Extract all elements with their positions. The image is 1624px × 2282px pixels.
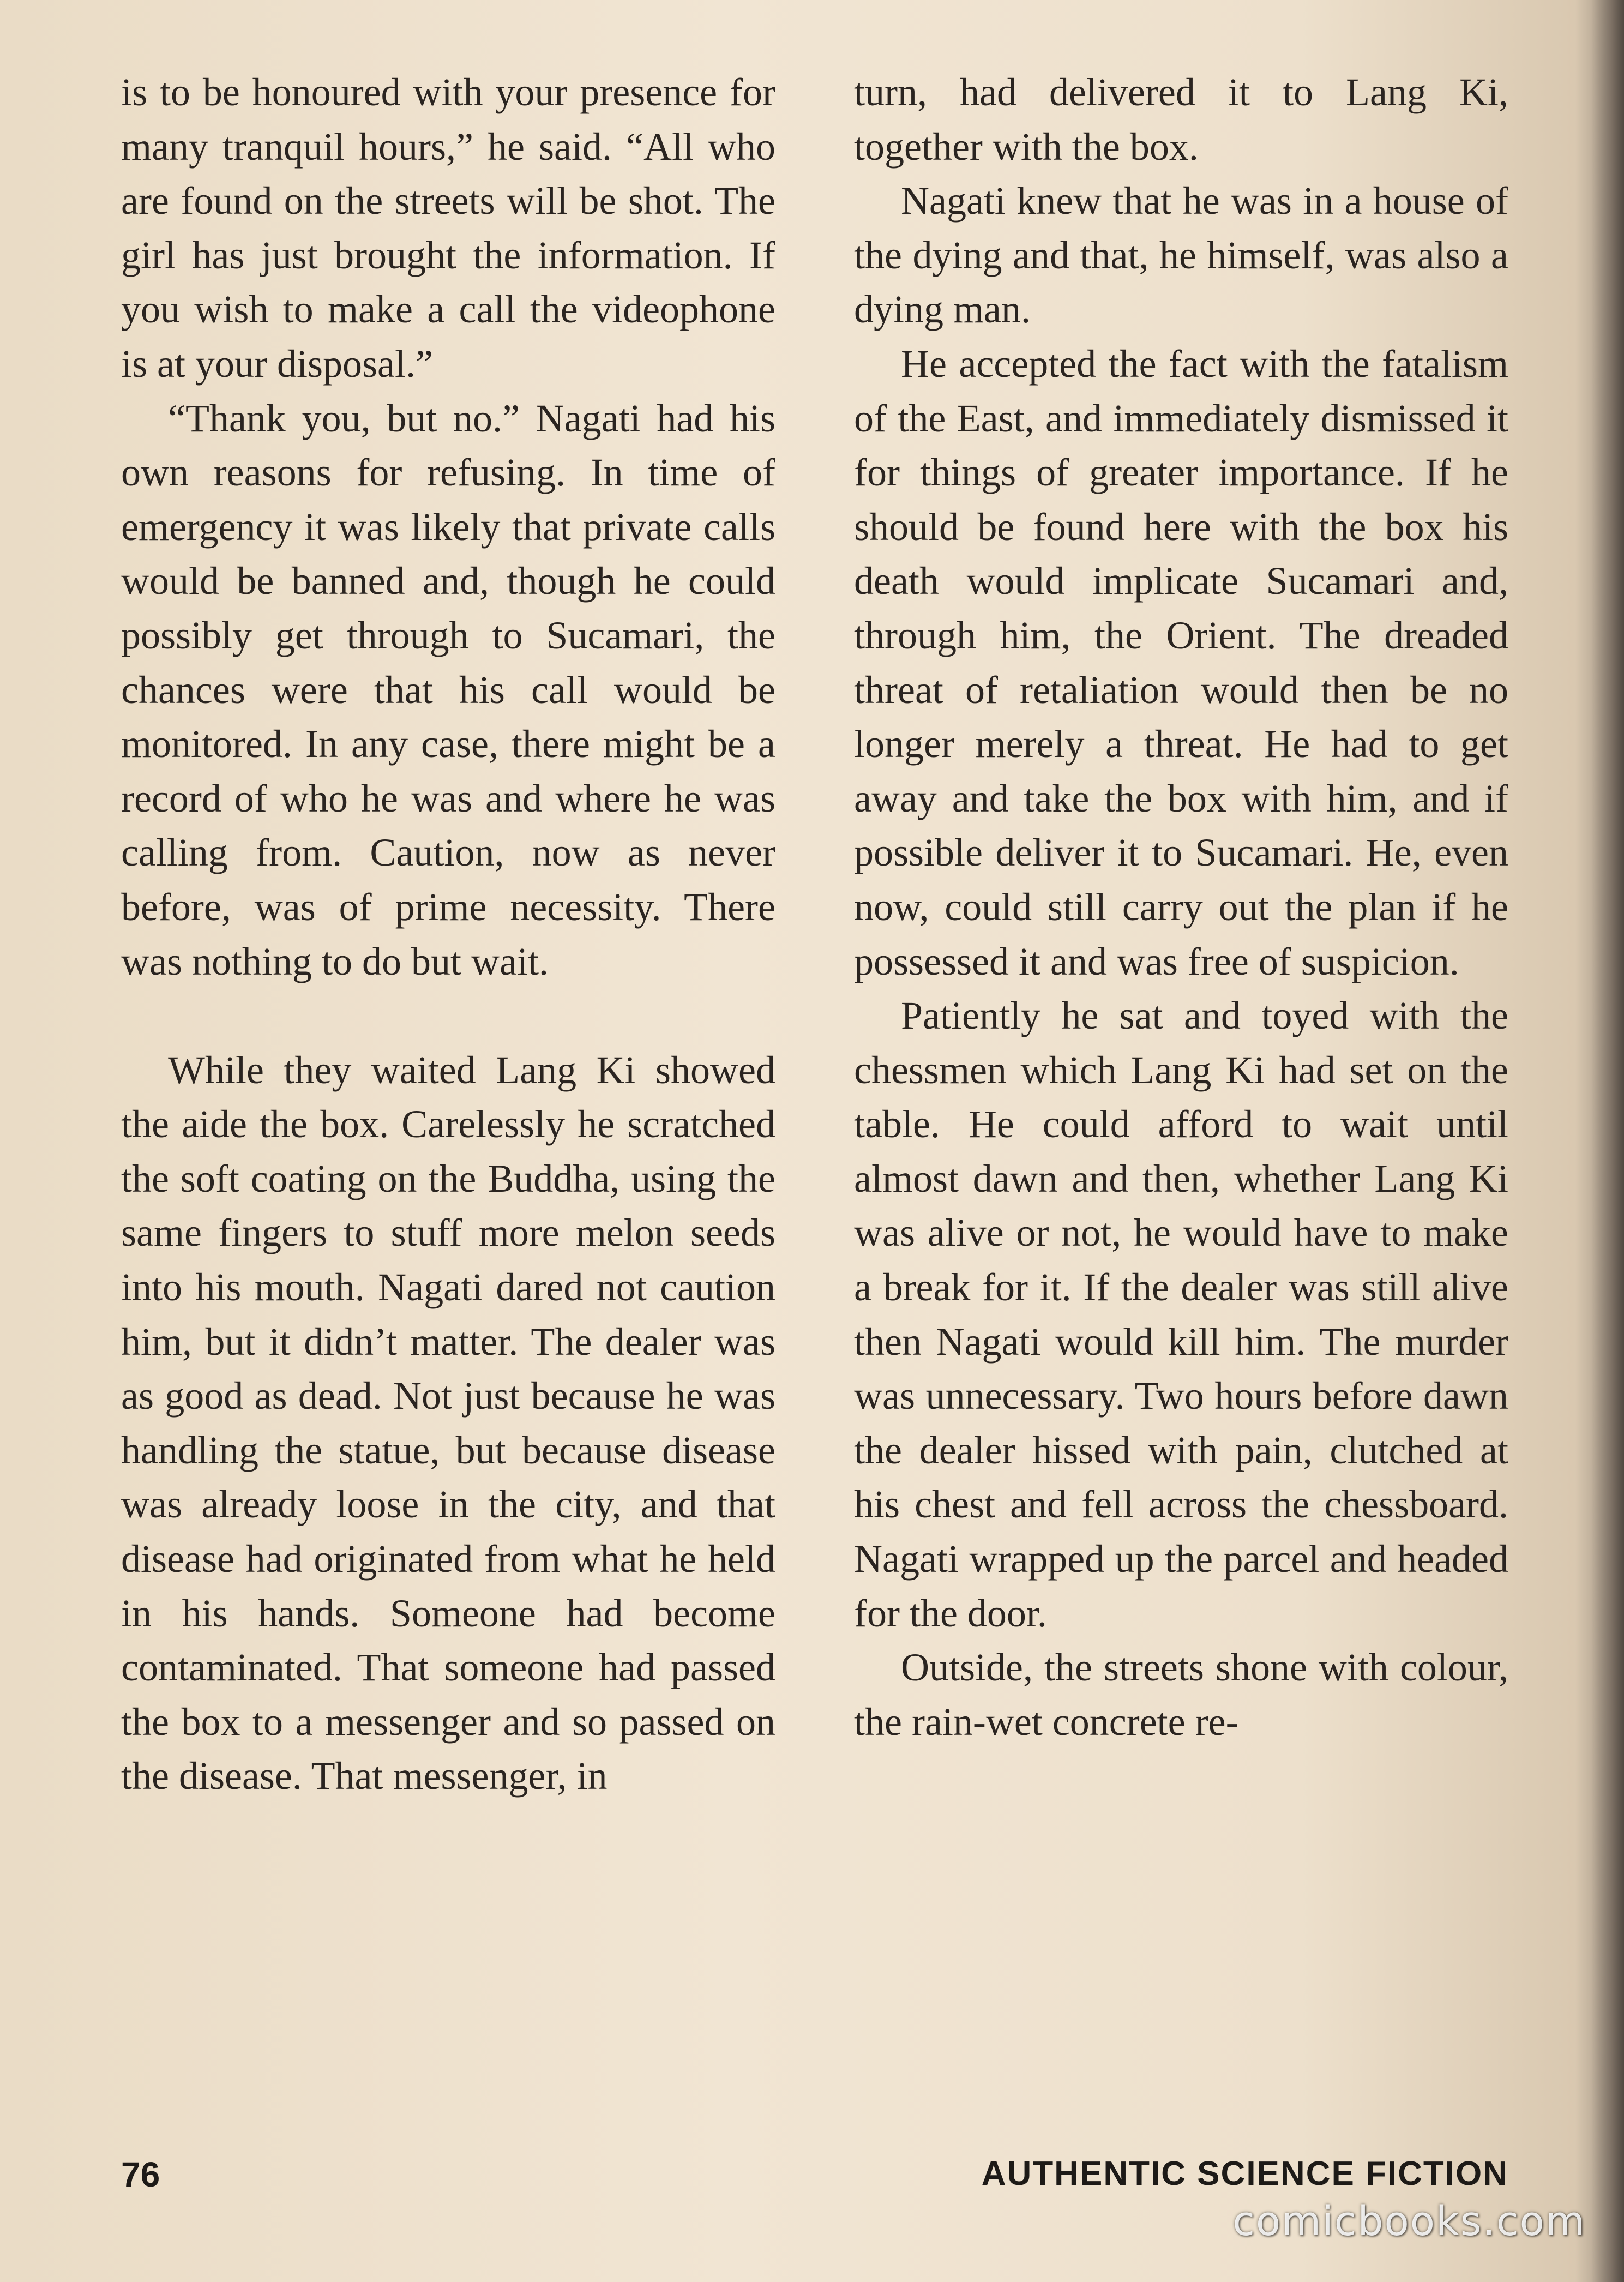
watermark: comicbooks.com: [1232, 2198, 1586, 2245]
paragraph-5: Nagati knew that he was in a house of the dying and that, he himself, was also a dying man.: [854, 179, 1508, 332]
paragraph-7: Patiently he sat and toyed with the chessmen which Lang Ki had set on the table. He could afford to wait until almost dawn and then, whether Lang Ki was alive or not, he would have to make a break for it. If the dealer was still alive then Nagati would kill him. The murder was unnecessary. Two hours before dawn the dealer hissed with pain, clutched at his chest and fell across the chessboard. Nagati wrapped up the parcel and headed for the door.: [854, 994, 1508, 1635]
paragraph-3: While they waited Lang Ki showed the aide the box. Carelessly he scratched the soft coating on the Buddha, using the same fingers to stuff more melon seeds into his mouth. Nagati dared not caution him, but it didn’t matter. The dealer was as good as dead. Not just because he was handling the statue, but because disease was already loose in the city, and that disease had originated from what he held in his hands. Someone had become contaminated. That someone had passed the box to a messenger and so passed on the disease. That messenger, in: [121, 1048, 775, 1798]
paragraph-6: He accepted the fact with the fatalism of the East, and immediately dismissed it for things of greater importance. If he should be found here with the box his death would implicate Sucamari and, through him, the Orient. The dreaded threat of retaliation would then be no longer merely a threat. He had to get away and take the box with him, and if possible deliver it to Sucamari. He, even now, could still carry out the plan if he possessed it and was free of suspicion.: [854, 341, 1508, 983]
paragraph-4: turn, had delivered it to Lang Ki, together with the box.: [854, 70, 1508, 169]
page-edge-shadow: [1591, 0, 1624, 2282]
right-column: [854, 65, 1508, 1749]
magazine-title: AUTHENTIC SCIENCE FICTION: [981, 2155, 1508, 2193]
page-number: 76: [121, 2155, 160, 2194]
left-column: [121, 65, 775, 1804]
paragraph-2: “Thank you, but no.” Nagati had his own reasons for refusing. In time of emergency it was likely that private calls would be banned and, though he could possibly get through to Sucamari, the chances were that his call would be monitored. In any case, there might be a record of who he was and where he was calling from. Caution, now as never before, was of prime necessity. There was nothing to do but wait.: [121, 396, 775, 983]
section-break: [121, 989, 775, 1043]
paragraph-1: is to be honoured with your presence for many tranquil hours,” he said. “All who are found on the streets will be shot. The girl has just brought the information. If you wish to make a call the videophone is at your disposal.”: [121, 70, 775, 386]
paragraph-8: Outside, the streets shone with colour, the rain-wet concrete re-: [854, 1646, 1508, 1744]
